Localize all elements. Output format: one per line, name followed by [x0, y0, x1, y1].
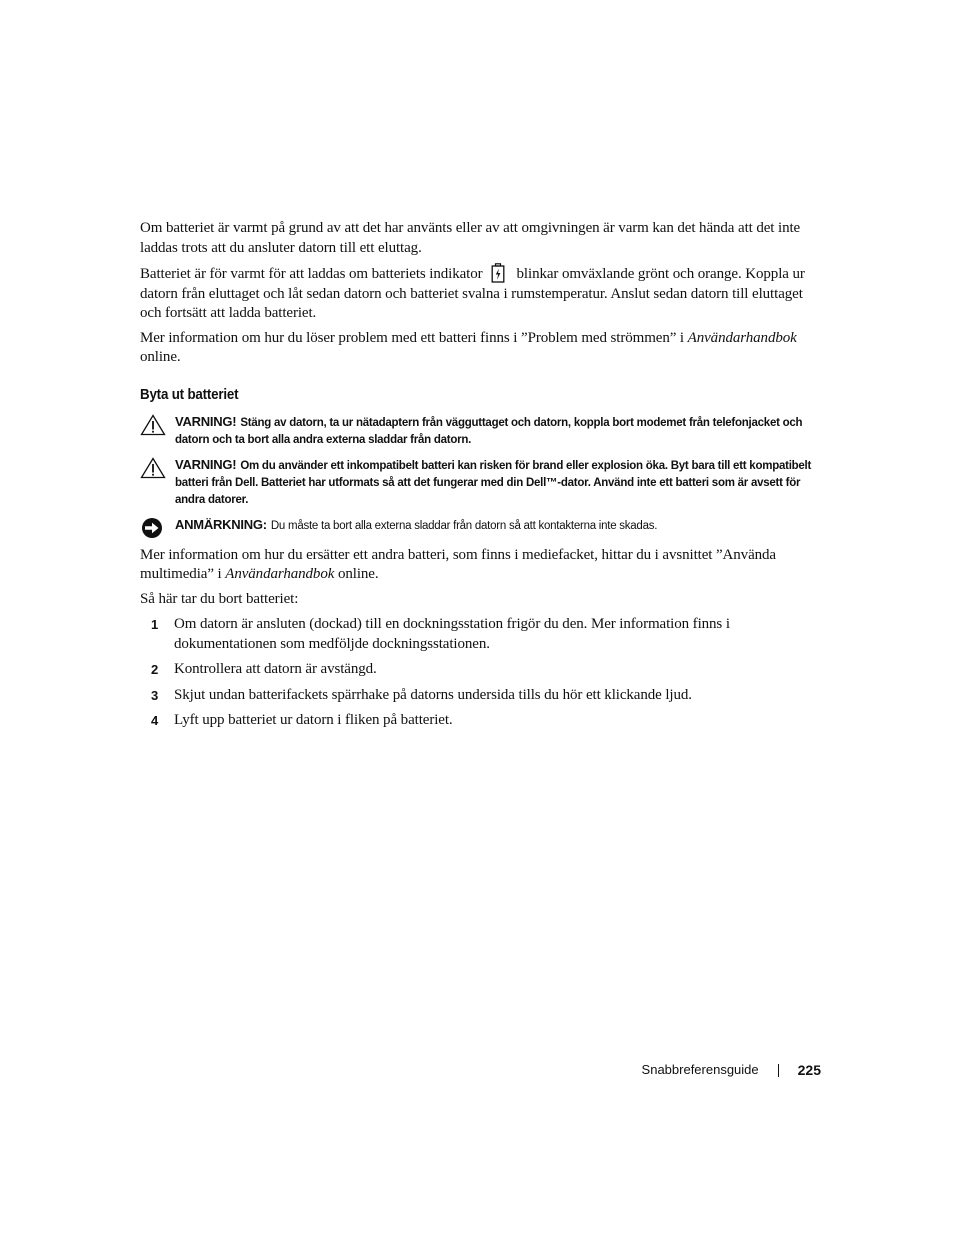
notice-label: ANMÄRKNING: — [175, 516, 267, 532]
step-text: Lyft upp batteriet ur datorn i fliken på batteriet. — [174, 712, 453, 728]
section-paragraph-1-end: online. — [334, 566, 379, 582]
section-heading: Byta ut batteriet — [140, 386, 239, 403]
user-guide-title: Användarhandbok — [225, 566, 335, 582]
warning-1-text — [175, 413, 816, 449]
step-text: Kontrollera att datorn är avstängd. — [174, 661, 377, 677]
page-footer — [642, 1061, 821, 1079]
warning-1-body: Stäng av datorn, ta ur nätadaptern från vägguttaget och datorn, koppla bort modemet från telefonjacket och datorn och ta bort alla andra externa sladdar från datorn. — [175, 416, 803, 446]
section-paragraph-2: Så här tar du bort batteriet: — [140, 590, 299, 607]
step-text: Om datorn är ansluten (dockad) till en dockningsstation frigör du den. Mer information finns i dokumentationen som medföljde dockningsstationen. — [174, 616, 730, 652]
warning-label: VARNING! — [175, 413, 237, 429]
intro-paragraph-3-end: online. — [140, 349, 181, 365]
intro-paragraph-2-end: blinkar omväxlande grönt och orange. Koppla ur datorn från eluttaget och låt sedan datorn och batteriet svalna i rumstemperatur. Anslut sedan datorn till eluttaget och fortsätt att ladda batteriet. — [140, 266, 805, 321]
section-paragraph-1-start: Mer information om hur du ersätter ett andra batteri, som finns i mediefacket, hittar du i avsnittet ”Använda multimedia” i — [140, 546, 776, 582]
notice-arrow-icon — [140, 517, 166, 539]
warning-triangle-icon — [140, 414, 166, 436]
step-text: Skjut undan batterifackets spärrhake på datorns undersida tills du hör ett klickande ljud. — [174, 686, 692, 703]
warning-1 — [140, 413, 816, 449]
intro-paragraph-2-start: Batteriet är för varmt för att laddas om batteriets indikator — [140, 266, 483, 282]
warning-2 — [140, 456, 816, 509]
notice-text — [175, 516, 816, 535]
step-number: 4 — [151, 713, 159, 728]
warning-triangle-icon — [140, 457, 166, 479]
notice — [140, 516, 816, 539]
page-content — [140, 219, 816, 737]
section-paragraph-1 — [140, 546, 816, 585]
warning-2-body: Om du använder ett inkompatibelt batteri kan risken för brand eller explosion öka. Byt bara till ett kompatibelt batteri från Dell. Batteriet har utformats så att det fungerar med din Dell™-dator. Använd inte ett batteri som är avsett för andra datorer. — [175, 459, 812, 506]
guide-name: Snabbreferensguide — [641, 1062, 759, 1077]
user-guide-title: Användarhandbok — [687, 329, 797, 346]
page-number: 225 — [797, 1062, 821, 1078]
step-number: 2 — [151, 662, 159, 677]
intro-paragraph-3 — [140, 329, 816, 368]
list-item — [140, 686, 816, 706]
notice-body: Du måste ta bort alla externa sladdar från datorn så att kontakterna inte skadas. — [270, 519, 658, 532]
intro-paragraph-2 — [140, 263, 816, 324]
warning-label: VARNING! — [175, 456, 237, 472]
intro-paragraph-3-start: Mer information om hur du löser problem med ett batteri finns i ”Problem med strömmen” i — [140, 329, 688, 346]
list-item — [140, 711, 816, 731]
battery-indicator-icon — [491, 263, 505, 283]
footer-divider — [778, 1064, 779, 1077]
step-number: 1 — [151, 617, 159, 632]
intro-paragraph-1: Om batteriet är varmt på grund av att det har använts eller av att omgivningen är varm kan det hända att det inte laddas trots att du ansluter datorn till ett eluttag. — [140, 220, 801, 256]
steps-list — [140, 615, 816, 731]
list-item — [140, 660, 816, 680]
warning-2-text — [175, 456, 816, 509]
step-number: 3 — [151, 687, 159, 703]
list-item — [140, 615, 816, 654]
